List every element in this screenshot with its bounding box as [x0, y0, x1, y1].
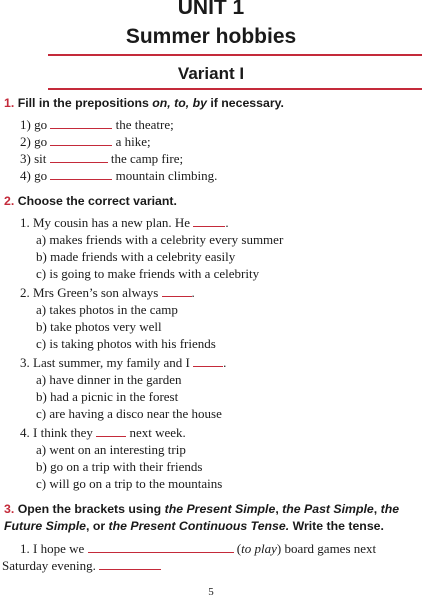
answer-blank[interactable] — [50, 117, 112, 129]
option[interactable]: a) makes friends with a celebrity every summer — [36, 232, 284, 247]
answer-blank[interactable] — [88, 541, 234, 553]
question-stem — [20, 424, 186, 441]
question-stem — [20, 354, 226, 371]
task-2-instruction — [4, 193, 418, 209]
instruction-text: , — [275, 502, 283, 516]
tense-name: the — [380, 502, 400, 516]
stem-text: 1. My cousin has a new plan. He — [20, 215, 191, 230]
task-number: 2. — [4, 194, 15, 208]
tense-name: Future Simple — [4, 519, 86, 533]
answer-blank[interactable] — [50, 168, 112, 180]
item-text: sit — [34, 151, 47, 166]
instruction-emphasis: on, to, by — [152, 96, 207, 110]
item-text: mountain climbing. — [115, 168, 218, 183]
answer-blank[interactable] — [193, 355, 223, 367]
task-3-item-continued — [2, 557, 161, 574]
instruction-text: Open the brackets using — [17, 502, 165, 516]
item-text: the camp fire; — [110, 151, 184, 166]
task-1-instruction — [4, 95, 418, 111]
item-text: a hike; — [115, 134, 151, 149]
instruction-text: Fill in the prepositions — [17, 96, 153, 110]
divider — [48, 54, 422, 56]
instruction-text: , or — [86, 519, 109, 533]
task-number: 3. — [4, 502, 15, 516]
verb-hint: to play — [241, 541, 277, 556]
stem-text: . — [223, 355, 227, 370]
option[interactable]: a) have dinner in the garden — [36, 372, 182, 387]
option[interactable]: c) is going to make friends with a celebrity — [36, 266, 260, 281]
tense-name: the Present Continuous Tense. — [108, 519, 290, 533]
task-1-item — [20, 150, 183, 167]
tense-blank[interactable] — [99, 558, 161, 570]
stem-text: 4. I think they — [20, 425, 93, 440]
answer-blank[interactable] — [193, 215, 225, 227]
task-number: 1. — [4, 96, 15, 110]
item-number: 3) — [20, 151, 31, 166]
task-3-item — [20, 540, 376, 557]
option[interactable]: c) is taking photos with his friends — [36, 336, 216, 351]
item-text: go — [34, 117, 48, 132]
stem-text: 2. Mrs Green’s son always — [20, 285, 159, 300]
option[interactable]: c) will go on a trip to the mountains — [36, 476, 223, 491]
option[interactable]: a) takes photos in the camp — [36, 302, 178, 317]
answer-blank[interactable] — [162, 285, 192, 297]
page-number: 5 — [208, 586, 214, 598]
task-3-instruction-continued — [4, 518, 418, 534]
option[interactable]: a) went on an interesting trip — [36, 442, 186, 457]
task-1-item — [20, 116, 174, 133]
task-3-instruction — [4, 501, 418, 517]
instruction-text: Choose the correct variant. — [17, 194, 177, 208]
item-text: board games next — [284, 541, 377, 556]
item-text: 1. I hope we — [20, 541, 85, 556]
task-1-item — [20, 133, 151, 150]
answer-blank[interactable] — [96, 425, 126, 437]
stem-text: . — [225, 215, 229, 230]
topic-title: Summer hobbies — [125, 25, 297, 48]
question-stem — [20, 284, 195, 301]
option[interactable]: b) had a picnic in the forest — [36, 389, 179, 404]
hint-bracket: ) — [276, 541, 282, 556]
option[interactable]: c) are having a disco near the house — [36, 406, 222, 421]
task-1-item — [20, 167, 217, 184]
item-text: go — [34, 168, 48, 183]
item-text: the theatre; — [115, 117, 174, 132]
item-text: Saturday evening. — [2, 558, 96, 573]
item-number: 1) — [20, 117, 31, 132]
tense-name: the Present Simple — [164, 502, 276, 516]
unit-heading: UNIT 1 — [177, 0, 245, 19]
stem-text: 3. Last summer, my family and I — [20, 355, 190, 370]
option[interactable]: b) take photos very well — [36, 319, 162, 334]
option[interactable]: b) go on a trip with their friends — [36, 459, 203, 474]
variant-title: Variant I — [177, 64, 245, 83]
tense-name: the Past Simple — [282, 502, 374, 516]
hint-bracket: ( — [236, 541, 242, 556]
item-number: 2) — [20, 134, 31, 149]
instruction-text: if necessary. — [206, 96, 284, 110]
divider — [48, 88, 422, 90]
instruction-text: Write the tense. — [289, 519, 384, 533]
question-stem — [20, 214, 229, 231]
item-text: go — [34, 134, 48, 149]
option[interactable]: b) made friends with a celebrity easily — [36, 249, 236, 264]
stem-text: . — [191, 285, 195, 300]
answer-blank[interactable] — [50, 134, 112, 146]
item-number: 4) — [20, 168, 31, 183]
stem-text: next week. — [129, 425, 186, 440]
answer-blank[interactable] — [50, 151, 108, 163]
instruction-text: , — [373, 502, 381, 516]
